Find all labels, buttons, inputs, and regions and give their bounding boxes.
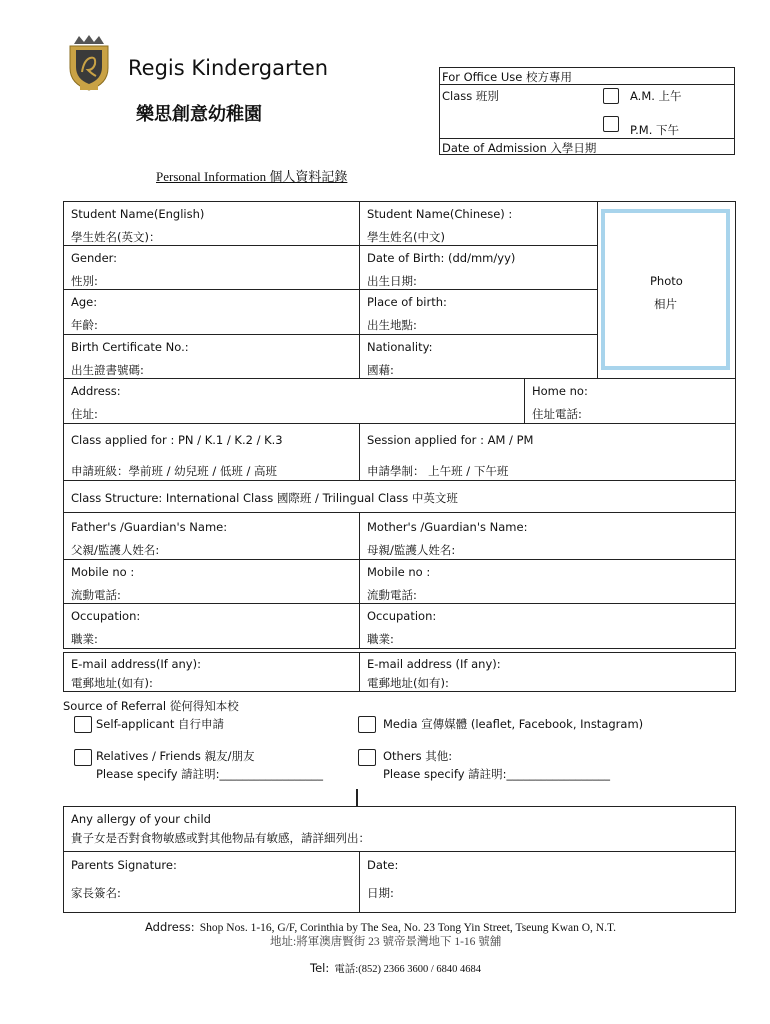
birth-certificate-field[interactable]: Birth Certificate No.: 出生證書號碼:: [63, 334, 360, 379]
relatives-specify[interactable]: Please specify 請註明:__________________: [96, 767, 324, 781]
mother-mobile-field[interactable]: Mobile no : 流動電話:: [359, 559, 736, 604]
pm-checkbox[interactable]: [603, 116, 619, 132]
age-field[interactable]: Age: 年齡:: [63, 289, 360, 335]
others-label: Others 其他:: [383, 749, 453, 763]
media-checkbox[interactable]: [358, 716, 376, 733]
admission-date-label: Date of Admission 入學日期: [442, 141, 597, 155]
parents-signature-field[interactable]: Parents Signature: 家長簽名:: [63, 851, 360, 913]
referral-title: Source of Referral 從何得知本校: [63, 699, 239, 713]
student-name-zh-field[interactable]: Student Name(Chinese) : 學生姓名(中文): [359, 201, 598, 246]
school-logo: [64, 34, 114, 94]
class-structure-field[interactable]: Class Structure: International Class 國際班 / Trilingual Class 中英文班: [63, 480, 736, 513]
others-checkbox[interactable]: [358, 749, 376, 766]
office-use-box: [439, 67, 735, 155]
place-of-birth-field[interactable]: Place of birth: 出生地點:: [359, 289, 598, 335]
allergy-field[interactable]: Any allergy of your child 貴子女是否對食物敏感或對其他物品有敏感，請詳細列出：: [63, 806, 736, 852]
office-class-label: Class 班別: [442, 89, 499, 103]
section-title: Personal Information 個人資料記錄: [156, 169, 348, 184]
photo-cell: [597, 201, 736, 379]
relatives-label: Relatives / Friends 親友/朋友: [96, 749, 255, 763]
photo-label: Photo: [650, 274, 683, 288]
self-applicant-checkbox[interactable]: [74, 716, 92, 733]
nationality-field[interactable]: Nationality: 國藉:: [359, 334, 598, 379]
footer-tel: [310, 957, 481, 976]
father-name-field[interactable]: Father's /Guardian's Name: 父親/監護人姓名:: [63, 512, 360, 560]
session-applied-field[interactable]: Session applied for : AM / PM 申請學制： 上午班 / 下午班: [359, 423, 736, 481]
school-name-en: Regis Kindergarten: [128, 56, 329, 80]
address-field[interactable]: Address: 住址:: [63, 378, 525, 424]
father-mobile-field[interactable]: Mobile no : 流動電話:: [63, 559, 360, 604]
mother-name-field[interactable]: Mother's /Guardian's Name: 母親/監護人姓名:: [359, 512, 736, 560]
student-name-en-field[interactable]: Student Name(English) 學生姓名(英文)：: [63, 201, 360, 246]
gender-field[interactable]: Gender: 性別:: [63, 245, 360, 290]
am-label: A.M. 上午: [630, 89, 682, 103]
self-applicant-label: Self-applicant 自行申請: [96, 717, 224, 731]
office-use-title: For Office Use 校方專用: [442, 70, 572, 84]
father-occupation-field[interactable]: Occupation: 職業:: [63, 603, 360, 649]
footer-tel-label: Tel:: [310, 961, 330, 975]
others-specify[interactable]: Please specify 請註明:__________________: [383, 767, 611, 781]
home-no-field[interactable]: Home no: 住址電話:: [524, 378, 736, 424]
father-email-field[interactable]: E-mail address(If any): 電郵地址(如有):: [63, 652, 360, 692]
mother-occupation-field[interactable]: Occupation: 職業:: [359, 603, 736, 649]
photo-label-zh: 相片: [654, 297, 677, 311]
class-applied-field[interactable]: Class applied for : PN / K.1 / K.2 / K.3 申請班級：學前班 / 幼兒班 / 低班 / 高班: [63, 423, 360, 481]
dob-field[interactable]: Date of Birth: (dd/mm/yy) 出生日期:: [359, 245, 598, 290]
footer-address-label: Address:: [145, 920, 195, 934]
relatives-checkbox[interactable]: [74, 749, 92, 766]
photo-frame[interactable]: [601, 209, 730, 370]
school-name-zh: 樂思創意幼稚園: [136, 104, 262, 125]
footer-address-zh: 地址:將軍澳唐賢街 23 號帝景灣地下 1-16 號舖: [270, 936, 502, 948]
am-checkbox[interactable]: [603, 88, 619, 104]
footer-tel-text: 電話:(852) 2366 3600 / 6840 4684: [334, 964, 482, 975]
pm-label: P.M. 下午: [630, 123, 680, 137]
footer-address-text: Shop Nos. 1-16, G/F, Corinthia by The Sea, No. 23 Tong Yin Street, Tseung Kwan O, N.T.: [199, 922, 617, 934]
referral-divider: [356, 789, 358, 807]
mother-email-field[interactable]: E-mail address (If any): 電郵地址(如有):: [359, 652, 736, 692]
date-field[interactable]: Date: 日期:: [359, 851, 736, 913]
media-label: Media 宣傳媒體 (leaflet, Facebook, Instagram): [383, 717, 644, 731]
